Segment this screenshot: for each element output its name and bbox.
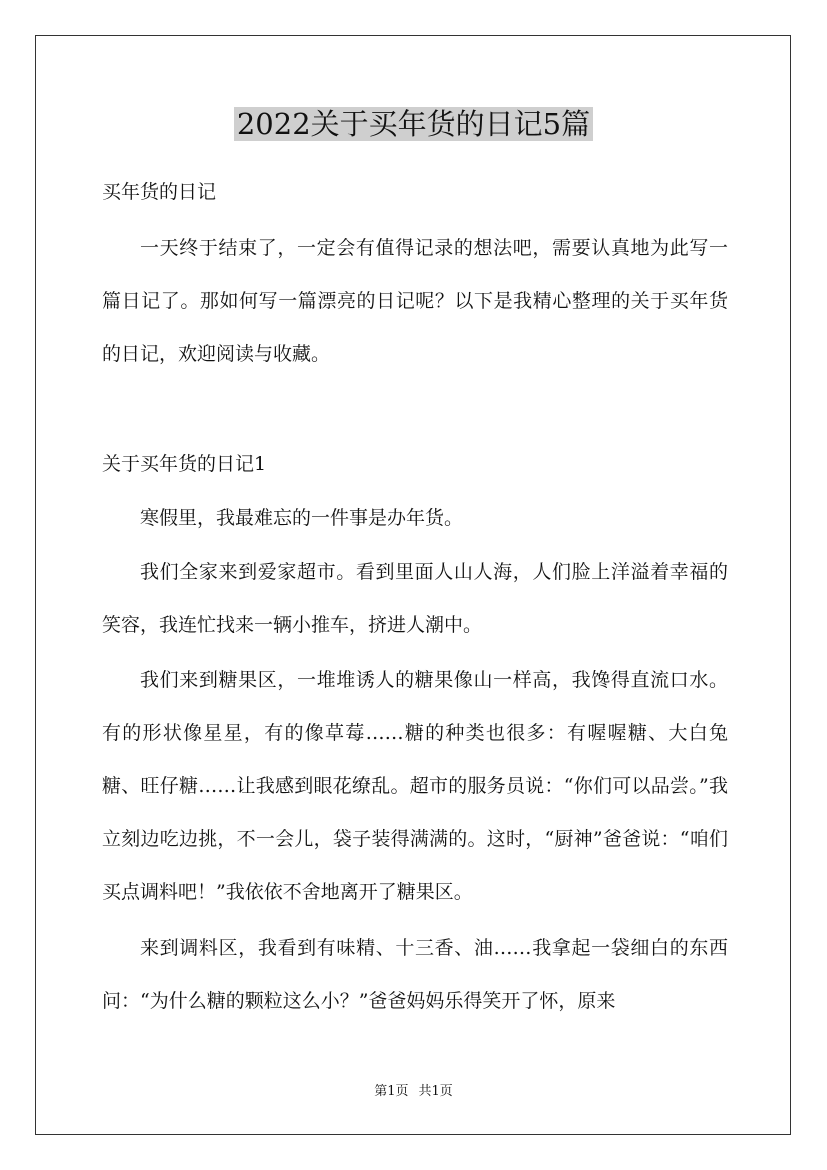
body-paragraph-1: 寒假里，我最难忘的一件事是办年货。 bbox=[140, 507, 464, 529]
intro-paragraph: 一天终于结束了，一定会有值得记录的想法吧，需要认真地为此写一篇日记了。那如何写一篇漂亮的日记呢？以下是我精心整理的关于买年货的日记，欢迎阅读与收藏。 bbox=[102, 237, 728, 365]
page-number-current: 第1页 bbox=[374, 1084, 409, 1099]
document-title bbox=[0, 104, 827, 144]
body-paragraph-4: 来到调料区，我看到有味精、十三香、油……我拿起一袋细白的东西问：“为什么糖的颗粒这么小？”爸爸妈妈乐得笑开了怀，原来 bbox=[102, 937, 728, 1012]
page-number-total: 共1页 bbox=[418, 1084, 453, 1099]
page-footer bbox=[0, 1082, 827, 1102]
body-paragraph-2: 我们全家来到爱家超市。看到里面人山人海，人们脸上洋溢着幸福的笑容，我连忙找来一辆小推车，挤进人潮中。 bbox=[102, 561, 728, 636]
document-title-text: 2022关于买年货的日记5篇 bbox=[234, 107, 593, 141]
document-subtitle: 买年货的日记 bbox=[102, 181, 217, 203]
body-paragraph-3: 我们来到糖果区，一堆堆诱人的糖果像山一样高，我馋得直流口水。有的形状像星星，有的像草莓……糖的种类也很多：有喔喔糖、大白兔糖、旺仔糖……让我感到眼花缭乱。超市的服务员说：“你们可以品尝。”我立刻边吃边挑，不一会儿，袋子装得满满的。这时，“厨神”爸爸说：“咱们买点调料吧！”我依依不舍地离开了糖果区。 bbox=[102, 669, 728, 903]
section-heading: 关于买年货的日记1 bbox=[102, 453, 267, 475]
